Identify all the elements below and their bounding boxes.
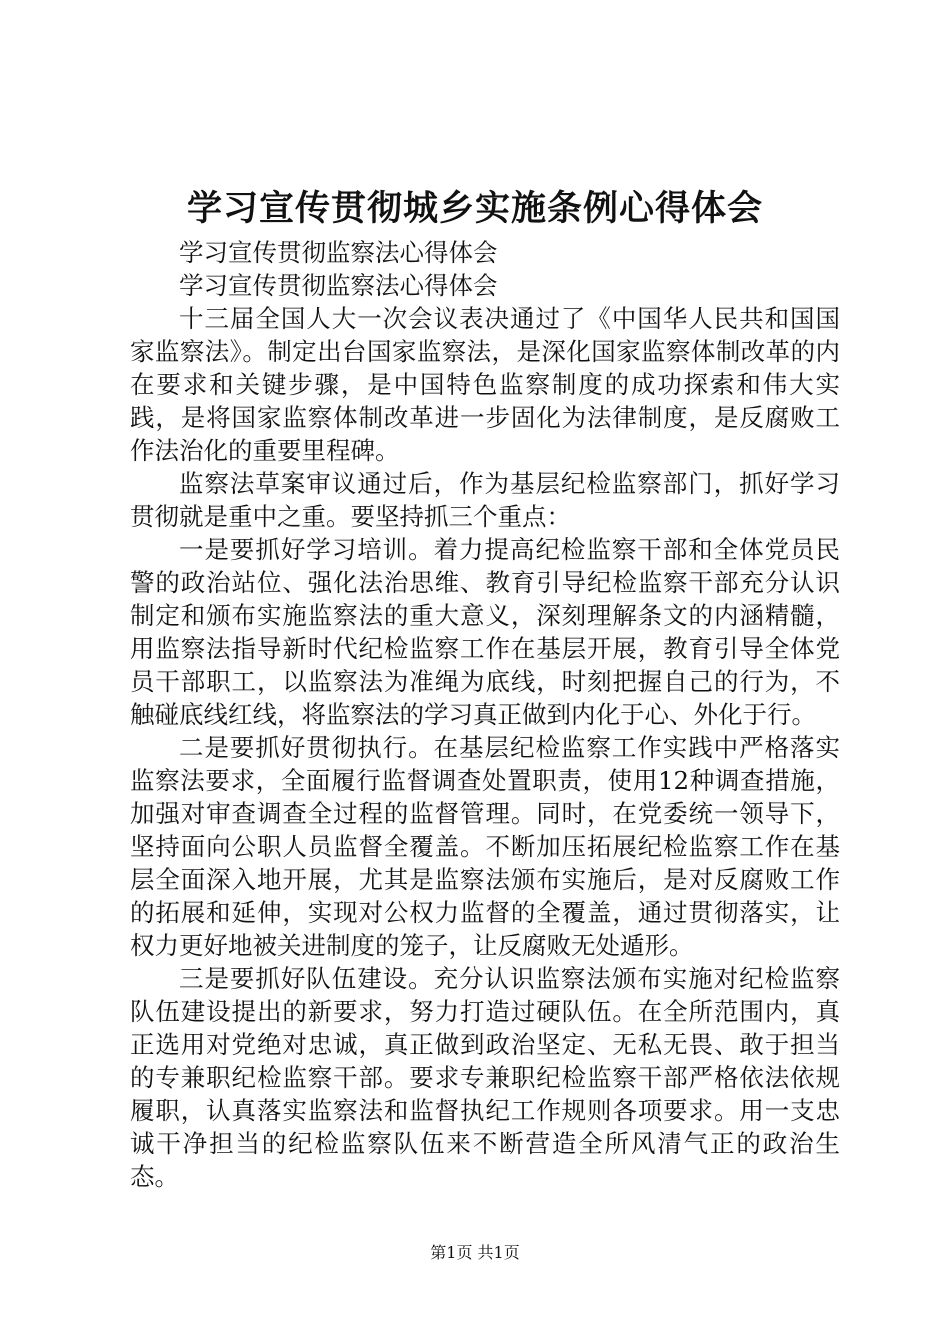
document-title: 学习宣传贯彻城乡实施条例心得体会 (186, 188, 763, 229)
body-paragraph: 十三届全国人大一次会议表决通过了《中国华人民共和国国家监察法》。制定出台国家监察法，是深化国家监察体制改革的内在要求和关键步骤，是中国特色监察制度的成功探索和伟大实践，是将国家监察体制改革进一步固化为法律制度，是反腐败工作法治化的重要里程碑。 (130, 304, 840, 465)
page-number-footer: 第1页 共1页 (430, 1243, 520, 1262)
body-paragraph: 监察法草案审议通过后，作为基层纪检监察部门，抓好学习贯彻就是重中之重。要坚持抓三个重点： (130, 469, 840, 531)
document-body (130, 236, 840, 1193)
body-paragraph: 二是要抓好贯彻执行。在基层纪检监察工作实践中严格落实监察法要求，全面履行监督调查处置职责，使用12种调查措施，加强对审查调查全过程的监督管理。同时，在党委统一领导下，坚持面向公职人员监督全覆盖。不断加压拓展纪检监察工作在基层全面深入地开展，尤其是监察法颁布实施后，是对反腐败工作的拓展和延伸，实现对公权力监督的全覆盖，通过贯彻落实，让权力更好地被关进制度的笼子，让反腐败无处遁形。 (130, 733, 840, 960)
subtitle-line: 学习宣传贯彻监察法心得体会 (179, 271, 498, 300)
body-paragraph: 一是要抓好学习培训。着力提高纪检监察干部和全体党员民警的政治站位、强化法治思维、教育引导纪检监察干部充分认识制定和颁布实施监察法的重大意义，深刻理解条文的内涵精髓，用监察法指导新时代纪检监察工作在基层开展，教育引导全体党员干部职工，以监察法为准绳为底线，时刻把握自己的行为，不触碰底线红线，将监察法的学习真正做到内化于心、外化于行。 (130, 535, 840, 729)
body-paragraph: 三是要抓好队伍建设。充分认识监察法颁布实施对纪检监察队伍建设提出的新要求，努力打造过硬队伍。在全所范围内，真正选用对党绝对忠诚，真正做到政治坚定、无私无畏、敢于担当的专兼职纪检监察干部。要求专兼职纪检监察干部严格依法依规履职，认真落实监察法和监督执纪工作规则各项要求。用一支忠诚干净担当的纪检监察队伍来不断营造全所风清气正的政治生态。 (130, 964, 840, 1191)
subtitle-line: 学习宣传贯彻监察法心得体会 (179, 238, 498, 267)
